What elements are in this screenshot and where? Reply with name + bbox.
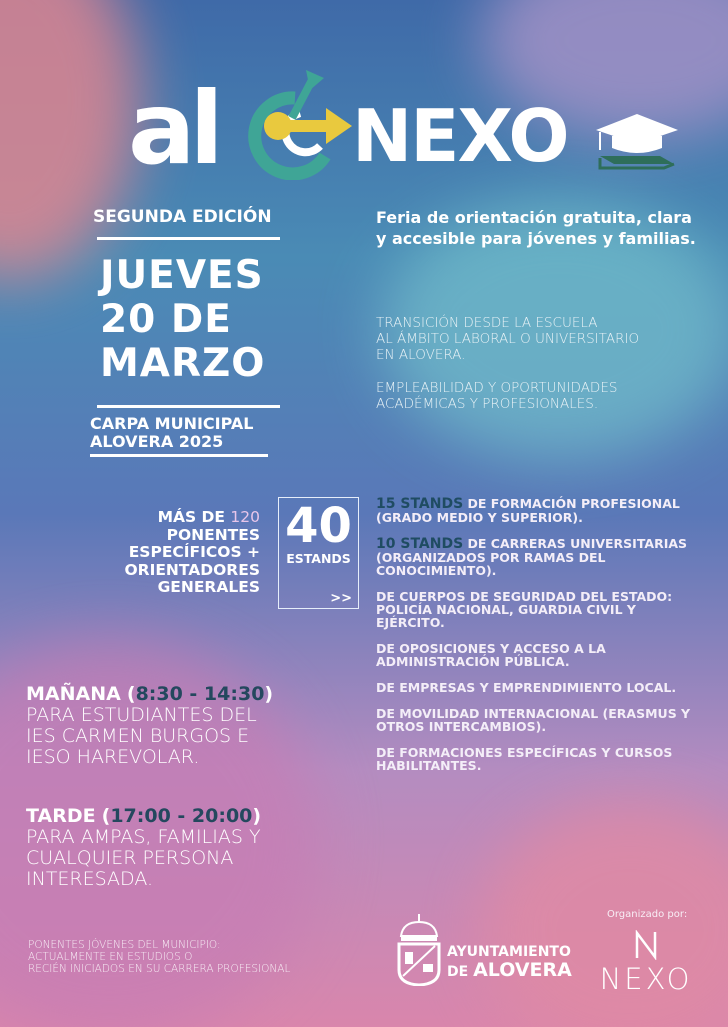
stands-number: 40 xyxy=(285,498,352,554)
stand-item xyxy=(376,537,696,577)
stand-count: 10 STANDS xyxy=(376,536,464,552)
ayuntamiento-alovera-logo xyxy=(395,914,575,986)
stand-description: DE FORMACIONES ESPECÍFICAS Y CURSOS HABILITANTES. xyxy=(376,745,673,773)
ayuntamiento-text: AYUNTAMIENTO xyxy=(447,944,571,960)
schedule-label: TARDE xyxy=(26,805,96,827)
schedule-afternoon: TARDE (17:00 - 20:00) PARA AMPAS, FAMILIAS Y CUALQUIER PERSONA INTERESADA. xyxy=(26,806,276,890)
point-line: TRANSICIÓN DESDE LA ESCUELA xyxy=(376,315,598,331)
nexo-mark-icon xyxy=(634,930,658,960)
venue-line: CARPA MUNICIPAL xyxy=(90,414,254,433)
target-arrow-icon xyxy=(240,68,360,180)
stand-item xyxy=(376,497,696,524)
venue xyxy=(90,415,253,451)
nexo-text: NEXO xyxy=(599,962,693,996)
alovera-text: ALOVERA xyxy=(473,959,572,981)
stand-item xyxy=(376,642,696,668)
speakers-prefix: MÁS DE xyxy=(157,508,231,526)
logo-text-al: al xyxy=(128,70,218,187)
schedule-description: PARA AMPAS, FAMILIAS Y CUALQUIER PERSONA INTERESADA. xyxy=(26,826,261,890)
schedule-time: 17:00 - 20:00 xyxy=(110,805,253,827)
schedule-label: MAÑANA xyxy=(26,683,121,705)
logo-text-nexo: NEXO xyxy=(352,94,568,178)
event-date xyxy=(100,254,265,386)
footer-note-line: RECIÉN INICIADOS EN SU CARRERA PROFESIONAL xyxy=(28,963,291,975)
date-line: 20 DE xyxy=(100,297,232,342)
stand-item xyxy=(376,590,696,629)
point-employability xyxy=(376,380,617,412)
footer-note-line: PONENTES JÓVENES DEL MUNICIPIO: xyxy=(28,939,221,951)
organized-by-label: Organizado por: xyxy=(607,909,688,920)
point-line: EMPLEABILIDAD Y OPORTUNIDADES xyxy=(376,380,618,396)
tagline: Feria de orientación gratuita, clara y accesible para jóvenes y familias. xyxy=(376,208,696,248)
stand-item xyxy=(376,681,696,694)
point-line: ACADÉMICAS Y PROFESIONALES. xyxy=(376,396,599,412)
date-line: MARZO xyxy=(100,341,266,386)
stands-list xyxy=(376,497,696,785)
point-transition xyxy=(376,315,639,363)
divider xyxy=(90,454,268,457)
speakers-count: 120 xyxy=(230,508,260,526)
stand-description: DE OPOSICIONES Y ACCESO A LA ADMINISTRACIÓN PÚBLICA. xyxy=(376,641,606,669)
point-line: AL ÁMBITO LABORAL O UNIVERSITARIO xyxy=(376,331,640,347)
stand-count: 15 STANDS xyxy=(376,496,464,512)
divider xyxy=(97,237,280,240)
stands-label: ESTANDS xyxy=(286,551,351,566)
point-line: EN ALOVERA. xyxy=(376,347,466,363)
arrow-icon: >> xyxy=(330,591,352,606)
speakers-line: ORIENTADORES xyxy=(124,560,260,579)
date-line: JUEVES xyxy=(100,253,264,298)
speakers-count-line xyxy=(100,509,260,527)
stand-description: DE CUERPOS DE SEGURIDAD DEL ESTADO: POLICÍA NACIONAL, GUARDIA CIVIL Y EJÉRCITO. xyxy=(376,589,673,630)
coat-of-arms-icon xyxy=(395,914,443,986)
stand-description: DE EMPRESAS Y EMPRENDIMIENTO LOCAL. xyxy=(376,680,677,695)
speakers-info xyxy=(100,509,260,597)
stand-item xyxy=(376,707,696,733)
stand-description: DE FORMACIÓN PROFESIONAL (GRADO MEDIO Y SUPERIOR). xyxy=(376,496,680,525)
footer-note xyxy=(28,939,290,975)
stand-description: DE MOVILIDAD INTERNACIONAL (ERASMUS Y OTROS INTERCAMBIOS). xyxy=(376,706,691,734)
speakers-line: ESPECÍFICOS + xyxy=(128,543,260,561)
nexo-logo xyxy=(597,930,695,994)
schedule-description: PARA ESTUDIANTES DEL IES CARMEN BURGOS E IESO HAREVOLAR. xyxy=(26,704,257,768)
stands-box xyxy=(278,497,359,609)
divider xyxy=(97,405,280,408)
graduation-cap-books-icon xyxy=(594,112,680,174)
footer-note-line: ACTUALMENTE EN ESTUDIOS O xyxy=(28,951,193,963)
speakers-line: GENERALES xyxy=(157,578,260,596)
ayuntamiento-prefix: DE xyxy=(447,964,474,980)
stand-item xyxy=(376,746,696,772)
venue-line: ALOVERA 2025 xyxy=(90,432,224,451)
schedule-time: 8:30 - 14:30 xyxy=(135,683,265,705)
speakers-line: PONENTES xyxy=(166,525,260,544)
schedule-morning: MAÑANA (8:30 - 14:30) PARA ESTUDIANTES DEL IES CARMEN BURGOS E IESO HAREVOLAR. xyxy=(26,684,286,768)
edition-label: SEGUNDA EDICIÓN xyxy=(93,207,272,227)
stand-description: DE CARRERAS UNIVERSITARIAS (ORGANIZADOS POR RAMAS DEL CONOCIMIENTO). xyxy=(376,536,688,578)
